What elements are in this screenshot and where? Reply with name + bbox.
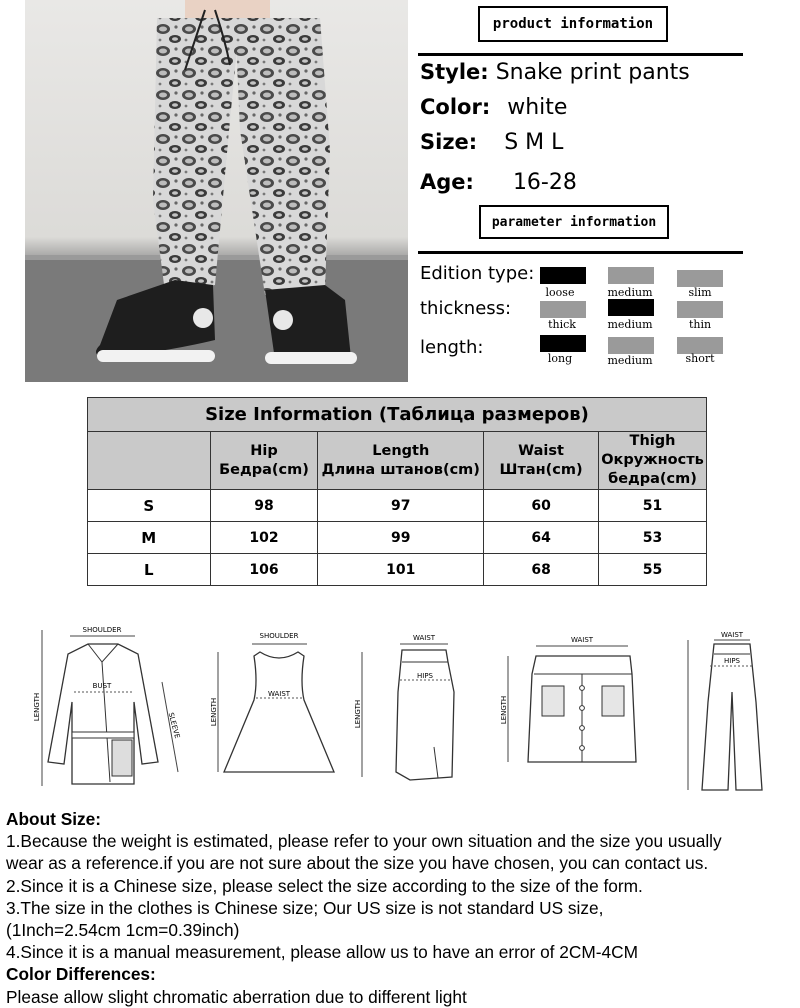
hips-label: HIPS bbox=[724, 657, 740, 665]
size-cell: L bbox=[88, 554, 211, 586]
waist-label: WAIST bbox=[412, 634, 436, 642]
jacket-diagram bbox=[30, 622, 190, 794]
length-label: LENGTH bbox=[33, 692, 41, 722]
age-row bbox=[420, 170, 577, 195]
size-label: Size: bbox=[420, 130, 478, 154]
thigh-cell: 53 bbox=[599, 522, 707, 554]
about-size-heading: About Size: bbox=[6, 809, 102, 829]
thickness-option-thick: thick bbox=[548, 318, 576, 331]
hips-label: HIPS bbox=[417, 672, 433, 680]
hip-header-en: Hip bbox=[250, 442, 278, 459]
thickness-medium-swatch bbox=[608, 299, 654, 316]
size-row bbox=[420, 130, 563, 155]
about-line-6: 4.Since it is a manual measurement, please allow us to have an error of 2CM-4CM bbox=[6, 942, 639, 963]
size-table bbox=[87, 397, 707, 586]
size-table-title: Size Information (Таблица размеров) bbox=[88, 398, 707, 432]
divider bbox=[418, 251, 743, 254]
dress-diagram bbox=[212, 622, 342, 794]
hip-cell: 98 bbox=[210, 490, 318, 522]
size-value: S M L bbox=[504, 130, 564, 155]
parameter-information-title: parameter information bbox=[479, 205, 669, 239]
thickness-label: thickness: bbox=[420, 298, 512, 319]
thickness-option-thin: thin bbox=[688, 318, 712, 331]
hip-header bbox=[210, 432, 318, 490]
length-header-ru: Длина штанов(cm) bbox=[321, 461, 480, 478]
product-information-title: product information bbox=[478, 6, 668, 42]
hip-cell: 102 bbox=[210, 522, 318, 554]
age-value: 16-28 bbox=[512, 170, 577, 195]
shorts-diagram bbox=[496, 622, 646, 794]
waist-cell: 60 bbox=[484, 490, 599, 522]
size-header-empty bbox=[88, 432, 211, 490]
pants-diagram bbox=[670, 622, 770, 794]
about-line-4: 3.The size in the clothes is Chinese size; Our US size is not standard US size, bbox=[6, 897, 604, 918]
waist-cell: 64 bbox=[484, 522, 599, 554]
edition-medium-swatch bbox=[608, 267, 654, 284]
about-line-2: wear as a reference.if you are not sure about the size you have chosen, you can contact us. bbox=[6, 853, 709, 874]
table-row bbox=[88, 490, 707, 522]
color-differences-heading: Color Differences: bbox=[6, 964, 156, 985]
style-label: Style: bbox=[420, 60, 489, 84]
table-row bbox=[88, 522, 707, 554]
color-label: Color: bbox=[420, 95, 491, 119]
length-cell: 99 bbox=[318, 522, 484, 554]
size-cell: S bbox=[88, 490, 211, 522]
color-value: white bbox=[507, 95, 568, 120]
hip-header-ru: Бедра(cm) bbox=[219, 461, 309, 478]
waist-header-en: Waist bbox=[518, 442, 564, 459]
waist-cell: 68 bbox=[484, 554, 599, 586]
edition-option-medium: medium bbox=[607, 286, 653, 299]
edition-option-slim: slim bbox=[688, 286, 712, 299]
waist-label: WAIST bbox=[570, 636, 594, 644]
about-line-3: 2.Since it is a Chinese size, please select the size according to the size of the form. bbox=[6, 875, 643, 896]
about-line-5: (1Inch=2.54cm 1cm=0.39inch) bbox=[6, 920, 240, 941]
table-row bbox=[88, 554, 707, 586]
length-cell: 97 bbox=[318, 490, 484, 522]
snake-print-pants-image bbox=[25, 0, 408, 382]
thigh-cell: 55 bbox=[599, 554, 707, 586]
edition-loose-swatch bbox=[540, 267, 586, 284]
length-long-swatch bbox=[540, 335, 586, 352]
shoulder-label: SHOULDER bbox=[82, 626, 122, 634]
size-cell: M bbox=[88, 522, 211, 554]
waist-label: WAIST bbox=[267, 690, 291, 698]
length-header bbox=[318, 432, 484, 490]
style-value: Snake print pants bbox=[495, 60, 690, 85]
color-row bbox=[420, 95, 567, 120]
length-option-medium: medium bbox=[607, 354, 653, 367]
thigh-header-en: Thigh bbox=[629, 433, 676, 449]
product-photo bbox=[25, 0, 408, 382]
skirt-diagram bbox=[352, 622, 462, 794]
thickness-option-medium: medium bbox=[607, 318, 653, 331]
length-option-long: long bbox=[547, 352, 573, 365]
thigh-cell: 51 bbox=[599, 490, 707, 522]
sleeve-label: SLEEVE bbox=[166, 711, 182, 740]
thigh-header-ru: Окружность bbox=[601, 452, 704, 468]
about-line-1: 1.Because the weight is estimated, please refer to your own situation and the size you usually bbox=[6, 831, 722, 852]
length-label: length: bbox=[420, 337, 484, 358]
about-size-section bbox=[6, 808, 796, 1008]
color-differences-text: Please allow slight chromatic aberration due to different light bbox=[6, 986, 467, 1007]
shoulder-label: SHOULDER bbox=[259, 632, 299, 640]
bust-label: BUST bbox=[92, 682, 112, 690]
thickness-thick-swatch bbox=[540, 301, 586, 318]
length-option-short: short bbox=[685, 352, 715, 365]
age-label: Age: bbox=[420, 170, 474, 194]
edition-option-loose: loose bbox=[545, 286, 575, 299]
length-label: LENGTH bbox=[210, 697, 218, 727]
waist-header-ru: Штан(cm) bbox=[499, 461, 583, 478]
hip-cell: 106 bbox=[210, 554, 318, 586]
length-medium-swatch bbox=[608, 337, 654, 354]
style-row bbox=[420, 60, 690, 85]
length-header-en: Length bbox=[372, 442, 430, 459]
thigh-header bbox=[599, 432, 707, 490]
thickness-thin-swatch bbox=[677, 301, 723, 318]
length-label: LENGTH bbox=[500, 695, 508, 725]
length-label: LENGTH bbox=[354, 699, 362, 729]
measurement-diagrams bbox=[30, 622, 770, 794]
thigh-header-ru-2: бедра(cm) bbox=[608, 471, 697, 487]
length-cell: 101 bbox=[318, 554, 484, 586]
edition-slim-swatch bbox=[677, 270, 723, 287]
waist-header bbox=[484, 432, 599, 490]
edition-type-label: Edition type: bbox=[420, 263, 535, 284]
waist-label: WAIST bbox=[720, 631, 744, 639]
divider bbox=[418, 53, 743, 56]
